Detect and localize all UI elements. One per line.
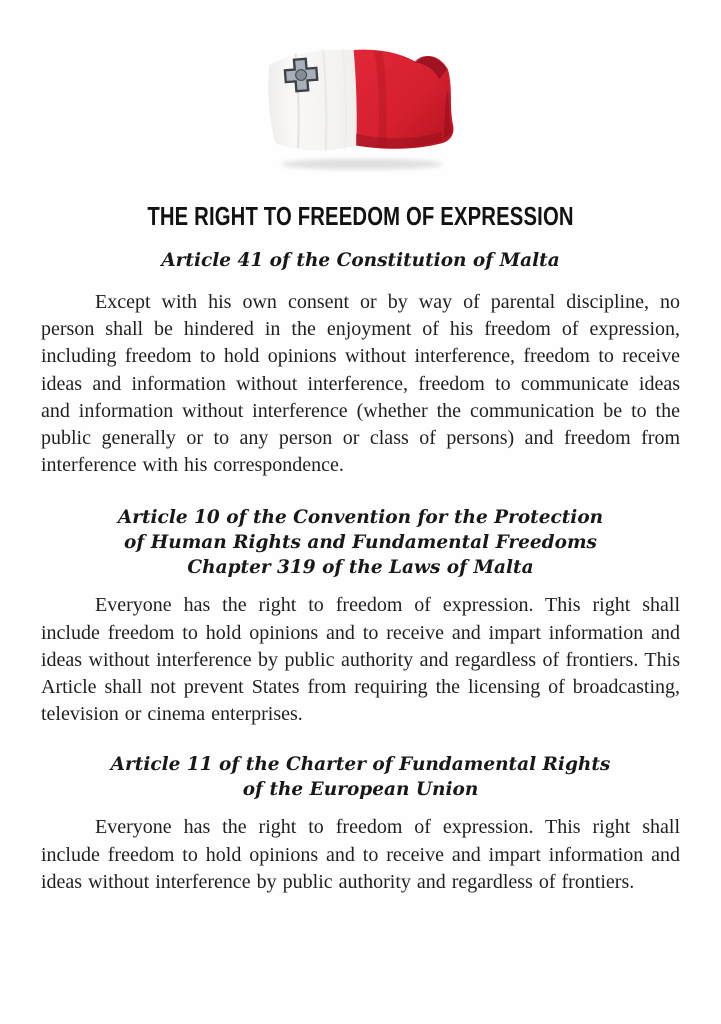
section-heading-article-11 <box>40 752 681 802</box>
body-paragraph-article-10: Everyone has the right to freedom of expression. This right shall include freedom to hold opinions and to receive and impart information and ideas without interference by public authority and regardless of frontiers. This Article shall not prevent States from requiring the licensing of broadcasting, television or cinema enterprises. <box>41 594 680 726</box>
heading-line: Article 41 of the Constitution of Malta <box>161 250 560 271</box>
heading-line: Article 10 of the Convention for the Protection <box>117 507 604 529</box>
body-paragraph-article-41: Except with his own consent or by way of parental discipline, no person shall be hindered in the enjoyment of his freedom of expression, including freedom to hold opinions without interference, freedom to receive ideas and information without interference, freedom to communicate ideas and information without interference (whether the communication be to the public generally or to any person or class of persons) and freedom from interference with his correspondence. <box>41 291 680 477</box>
flag-shadow <box>281 159 443 170</box>
heading-line: of the European Union <box>242 779 479 801</box>
section-article-41 <box>0 248 721 479</box>
heading-line: of Human Rights and Fundamental Freedoms <box>124 532 597 554</box>
section-article-11 <box>0 752 721 896</box>
section-article-10 <box>0 505 721 728</box>
page-title: THE RIGHT TO FREEDOM OF EXPRESSION <box>147 201 574 231</box>
heading-line: Chapter 319 of the Laws of Malta <box>187 557 534 579</box>
section-heading-article-41 <box>40 248 681 273</box>
malta-flag-svg <box>257 35 465 173</box>
body-paragraph-article-11: Everyone has the right to freedom of expression. This right shall include freedom to hold opinions and to receive and impart information and ideas without interference by public authority and regardless of frontiers. <box>41 816 680 893</box>
malta-flag-image <box>257 35 465 173</box>
heading-line: Article 11 of the Charter of Fundamental Rights <box>110 754 611 776</box>
section-heading-article-10 <box>40 505 681 580</box>
